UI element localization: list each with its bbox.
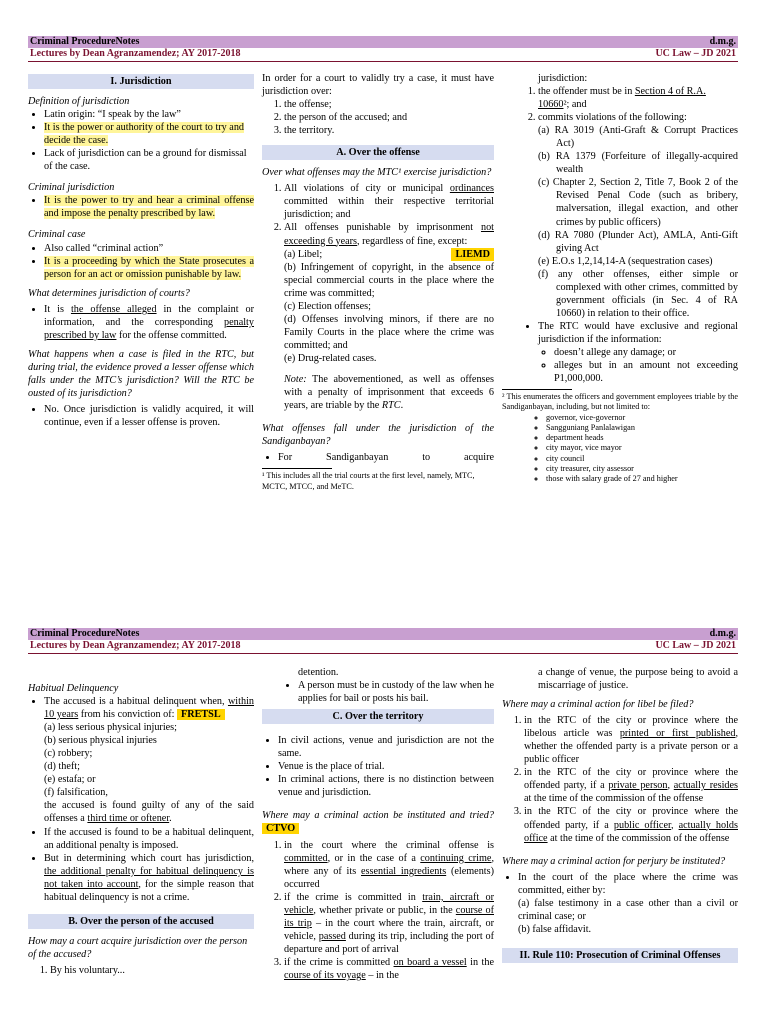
list	[28, 303, 254, 342]
list-item: ◦ Sangguniang Panlalawigan	[546, 423, 738, 433]
list-item: (d) theft;	[44, 761, 80, 773]
list-item: (b) serious physical injuries	[44, 735, 157, 747]
footnote-rule	[502, 389, 572, 390]
list-item: (a) RA 3019 (Anti-Graft & Corrupt Practices Act)	[538, 125, 738, 150]
list-item: 1. By his voluntary...	[50, 964, 254, 977]
definition-list	[28, 108, 254, 173]
list-item: (f) falsification,	[44, 787, 108, 799]
question: How may a court acquire jurisdiction over the person of the accused?	[28, 935, 248, 960]
header-school: UC Law – JD 2021	[655, 640, 736, 652]
list	[28, 242, 254, 281]
header-subline	[28, 640, 738, 654]
list-item: 1. in the RTC of the city or province where the libelous article was printed or first published, whether the offended party is a private person or a public officer	[524, 714, 738, 766]
paragraph: detention.	[298, 667, 339, 678]
list-item: 3. if the crime is committed on board a vessel in the course of its voyage – in the	[284, 956, 494, 982]
list-item: (c) Election offenses;	[284, 300, 371, 312]
numbered-list	[28, 964, 254, 977]
list-item: • In the court of the place where the crime was committed, either by: (a) false testimony in a case other than a civil or criminal case; or (b) false affidavit.	[518, 871, 738, 936]
list-item: • Venue is the place of trial.	[278, 760, 494, 773]
header-title: Criminal ProcedureNotes	[30, 627, 140, 639]
list-item: 3. in the RTC of the city or province where the offended party, if a public officer, actually holds office at the time of the commission of the offense	[524, 805, 738, 844]
header-initials: d.m.g.	[709, 627, 736, 639]
list-item: (a) Libel;	[284, 248, 323, 260]
question: What happens when a case is filed in the RTC, but during trial, the evidence proved a lesser offense which falls under the MTC’s jurisdiction? Will the RTC be ousted of its jurisdiction?	[28, 348, 254, 399]
list	[28, 403, 254, 429]
list-item: (b) RA 1379 (Forfeiture of illegally-acquired wealth	[538, 151, 738, 176]
header-initials: d.m.g.	[709, 35, 736, 47]
footnote-rule	[262, 468, 332, 469]
numbered-list	[262, 839, 494, 983]
mnemonic-tag: FRETSL	[177, 709, 225, 720]
list	[502, 320, 738, 346]
list-item: 2. in the RTC of the city or province where the offended party, if a private person, actually resides at the time of the commission of the offense	[524, 766, 738, 805]
footnote: ¹ This includes all the trial courts at the first level, namely, MTC, MCTC, MTCC, and MeTC.	[262, 471, 475, 491]
offense-list	[538, 124, 738, 320]
header-school: UC Law – JD 2021	[655, 48, 736, 60]
footnote: ² This enumerates the officers and government employees triable by the Sandiganbayan, including, but not limited to:	[502, 392, 738, 412]
mnemonic-tag: CTVO	[262, 823, 299, 834]
list-item: • It is the offense alleged in the complaint or information, and the corresponding penalty prescribed by law for the offense committed.	[44, 303, 254, 342]
list-item: (a) less serious physical injuries;	[44, 722, 177, 734]
crime-list	[44, 721, 254, 799]
list-item: (c) robbery;	[44, 748, 93, 760]
list-item: 1. in the court where the criminal offense is committed, or in the case of a continuing crime, where any of its essential ingredients (elements) occurred	[284, 839, 494, 891]
list	[262, 734, 494, 799]
question: Over what offenses may the MTC¹ exercise jurisdiction?	[262, 167, 492, 179]
note: Note: The abovementioned, as well as offenses with a penalty of imprisonment that exceeds 6 years, are triable by the RTC.	[284, 373, 494, 412]
list-item: (c) Chapter 2, Section 2, Title 7, Book 2 of the Revised Penal Code (such as bribery, malversation, illegal exaction, and other crimes by public officers)	[538, 177, 738, 228]
list	[262, 451, 494, 464]
list-item: ◦ city mayor, vice mayor	[546, 443, 738, 453]
list-item: ◦ city council	[546, 454, 738, 464]
header-bar	[28, 628, 738, 640]
exception-list	[284, 248, 494, 365]
list-item: 2. if the crime is committed in train, aircraft or vehicle, whether private or public, in the course of its trip – in the court where the train, aircraft, or vehicle, passed during its trip, including the port of departure and port of arrival	[284, 891, 494, 956]
column-1	[28, 682, 254, 977]
section-heading: II. Rule 110: Prosecution of Criminal Offenses	[502, 948, 738, 963]
list-item: • But in determining which court has jurisdiction, the additional penalty for habitual delinquency is not taken into account, for the simple reason that habitual delinquency is not a crime.	[44, 852, 254, 904]
list-item: (b) Infringement of copyright, in the absence of special commercial courts in the place where the crime was committed;	[284, 261, 494, 299]
list-item: • No. Once jurisdiction is validly acquired, it will continue, even if a lesser offense is proven.	[44, 403, 254, 429]
list-item: 3. the territory.	[284, 124, 494, 137]
list-item: • It is the power to try and hear a criminal offense and impose the penalty prescribed by law.	[44, 194, 254, 220]
list-item: ◦ city treasurer, city assessor	[546, 464, 738, 474]
column-3	[502, 666, 738, 969]
paragraph: jurisdiction:	[538, 73, 588, 84]
numbered-list	[502, 714, 738, 844]
list	[262, 679, 494, 705]
page-header	[28, 36, 738, 62]
list-item: (e) E.O.s 1,2,14,14-A (sequestration cases)	[538, 255, 713, 267]
list-item: (b) false affidavit.	[518, 923, 592, 935]
page-2	[0, 622, 768, 1024]
list-item: 1. All violations of city or municipal ordinances committed within their respective territorial jurisdiction; and	[284, 182, 494, 221]
question: What offenses fall under the jurisdiction of the Sandiganbayan?	[262, 423, 494, 448]
list-item: • If the accused is found to be a habitual delinquent, an additional penalty is imposed.	[44, 826, 254, 852]
header-title: Criminal ProcedureNotes	[30, 35, 140, 47]
column-2	[262, 72, 494, 492]
question: Where may a criminal action for libel be filed?	[502, 699, 694, 711]
list-item: ◦ those with salary grade of 27 and higher	[546, 474, 738, 484]
list-item: • It is the power or authority of the court to try and decide the case.	[44, 121, 254, 147]
numbered-list	[262, 98, 494, 137]
subheading: Criminal jurisdiction	[28, 182, 115, 194]
list-item: ◦ alleges but in an amount not exceeding P1,000,000.	[554, 359, 738, 385]
numbered-list	[262, 182, 494, 365]
list-item: (f) any other offenses, either simple or complexed with other crimes, committed by government officials (in Sec. 4 of RA 10660) in relation to their office.	[538, 268, 738, 319]
subheading: Criminal case	[28, 229, 86, 241]
list-item: 2. All offenses punishable by imprisonment not exceeding 6 years, regardless of fine, except: LIEMD (a) Libel; (b) Infringement of copyright, in the absence of special commercial courts in the place where the crime was committed; (c) Election offenses; (d) Offenses involving minors, if there are no Family Courts in the place where the crime was committed; and (e) Drug-related cases.	[284, 221, 494, 365]
sub-list	[502, 346, 738, 385]
list-item: (d) RA 7080 (Plunder Act), AMLA, Anti-Gift giving Act	[538, 229, 738, 254]
section-heading: B. Over the person of the accused	[28, 914, 254, 929]
footnote-list	[502, 413, 738, 485]
question: Where may a criminal action be instituted and tried? CTVO	[262, 810, 494, 835]
section-heading: C. Over the territory	[262, 709, 494, 724]
list-item: • For Sandiganbayan to acquire	[278, 451, 494, 464]
list-item: • Lack of jurisdiction can be a ground for dismissal of the case.	[44, 147, 254, 173]
section-heading: I. Jurisdiction	[28, 74, 254, 89]
list-item: (a) false testimony in a case other than a civil or criminal case; or	[518, 897, 738, 922]
paragraph: In order for a court to validly try a case, it must have jurisdiction over:	[262, 73, 494, 98]
list-item: 1. the offense;	[284, 98, 494, 111]
numbered-list	[502, 85, 738, 320]
list-item: • The RTC would have exclusive and regional jurisdiction if the information:	[538, 320, 738, 346]
list-item: 2. commits violations of the following: (a) RA 3019 (Anti-Graft & Corrupt Practices Act) (b) RA 1379 (Forfeiture of illegally-acquired wealth (c) Chapter 2, Section 2, Title 7, Book 2 of the Revised Penal Code (such as bribery, malversation, illegal exaction, and other crimes by public officers) (d) RA 7080 (Plunder Act), AMLA, Anti-Gift giving Act (e) E.O.s 1,2,14,14-A (sequestration cases) (f) any other offenses, either simple or complexed with other crimes, committed by government officials (in Sec. 4 of RA 10660) in relation to their office.	[538, 111, 738, 320]
subheading: Definition of jurisdiction	[28, 96, 130, 108]
page-gap	[0, 600, 768, 622]
column-1	[28, 72, 254, 429]
header-bar	[28, 36, 738, 48]
list-item: • The accused is a habitual delinquent when, within 10 years from his conviction of: FRETSL (a) less serious physical injuries; (b) serious physical injuries (c) robbery; (d) theft; (e) estafa; or (f) falsification, the accused is found guilty of any of the said offenses a third time or oftener.	[44, 695, 254, 825]
paragraph: a change of venue, the purpose being to avoid a miscarriage of justice.	[538, 667, 738, 692]
header-subline	[28, 48, 738, 62]
column-3	[502, 72, 738, 484]
list-item: 2. the person of the accused; and	[284, 111, 494, 124]
list-item: ◦ department heads	[546, 433, 738, 443]
list-item: ◦ governor, vice-governor	[546, 413, 738, 423]
list-item: • In civil actions, venue and jurisdiction are not the same.	[278, 734, 494, 760]
list-item: ◦ doesn’t allege any damage; or	[554, 346, 738, 359]
list-item: • Also called “criminal action”	[44, 242, 254, 255]
mnemonic-tag: LIEMD	[451, 248, 494, 261]
header-lecture: Lectures by Dean Agranzamendez; AY 2017-2018	[30, 640, 241, 652]
question: What determines jurisdiction of courts?	[28, 287, 190, 299]
list	[502, 871, 738, 936]
list	[28, 194, 254, 220]
column-2	[262, 666, 494, 982]
question: Where may a criminal action for perjury be instituted?	[502, 855, 726, 867]
subheading: Habitual Delinquency	[28, 683, 119, 694]
list-item: (e) Drug-related cases.	[284, 352, 377, 364]
page-header	[28, 628, 738, 654]
list-item: • It is a proceeding by which the State prosecutes a person for an act or omission punishable by law.	[44, 255, 254, 281]
list-item: • A person must be in custody of the law when he applies for bail or posts his bail.	[298, 679, 494, 705]
list	[28, 695, 254, 904]
list-item: (d) Offenses involving minors, if there are no Family Courts in the place where the crime was committed; and	[284, 313, 494, 351]
section-heading: A. Over the offense	[262, 145, 494, 160]
list-item: • In criminal actions, there is no distinction between venue and jurisdiction.	[278, 773, 494, 799]
header-lecture: Lectures by Dean Agranzamendez; AY 2017-2018	[30, 48, 241, 60]
list-item: (e) estafa; or	[44, 774, 96, 786]
list-item: 1. the offender must be in Section 4 of R.A. 10660²; and	[538, 85, 738, 111]
list-item: • Latin origin: “I speak by the law”	[44, 108, 254, 121]
